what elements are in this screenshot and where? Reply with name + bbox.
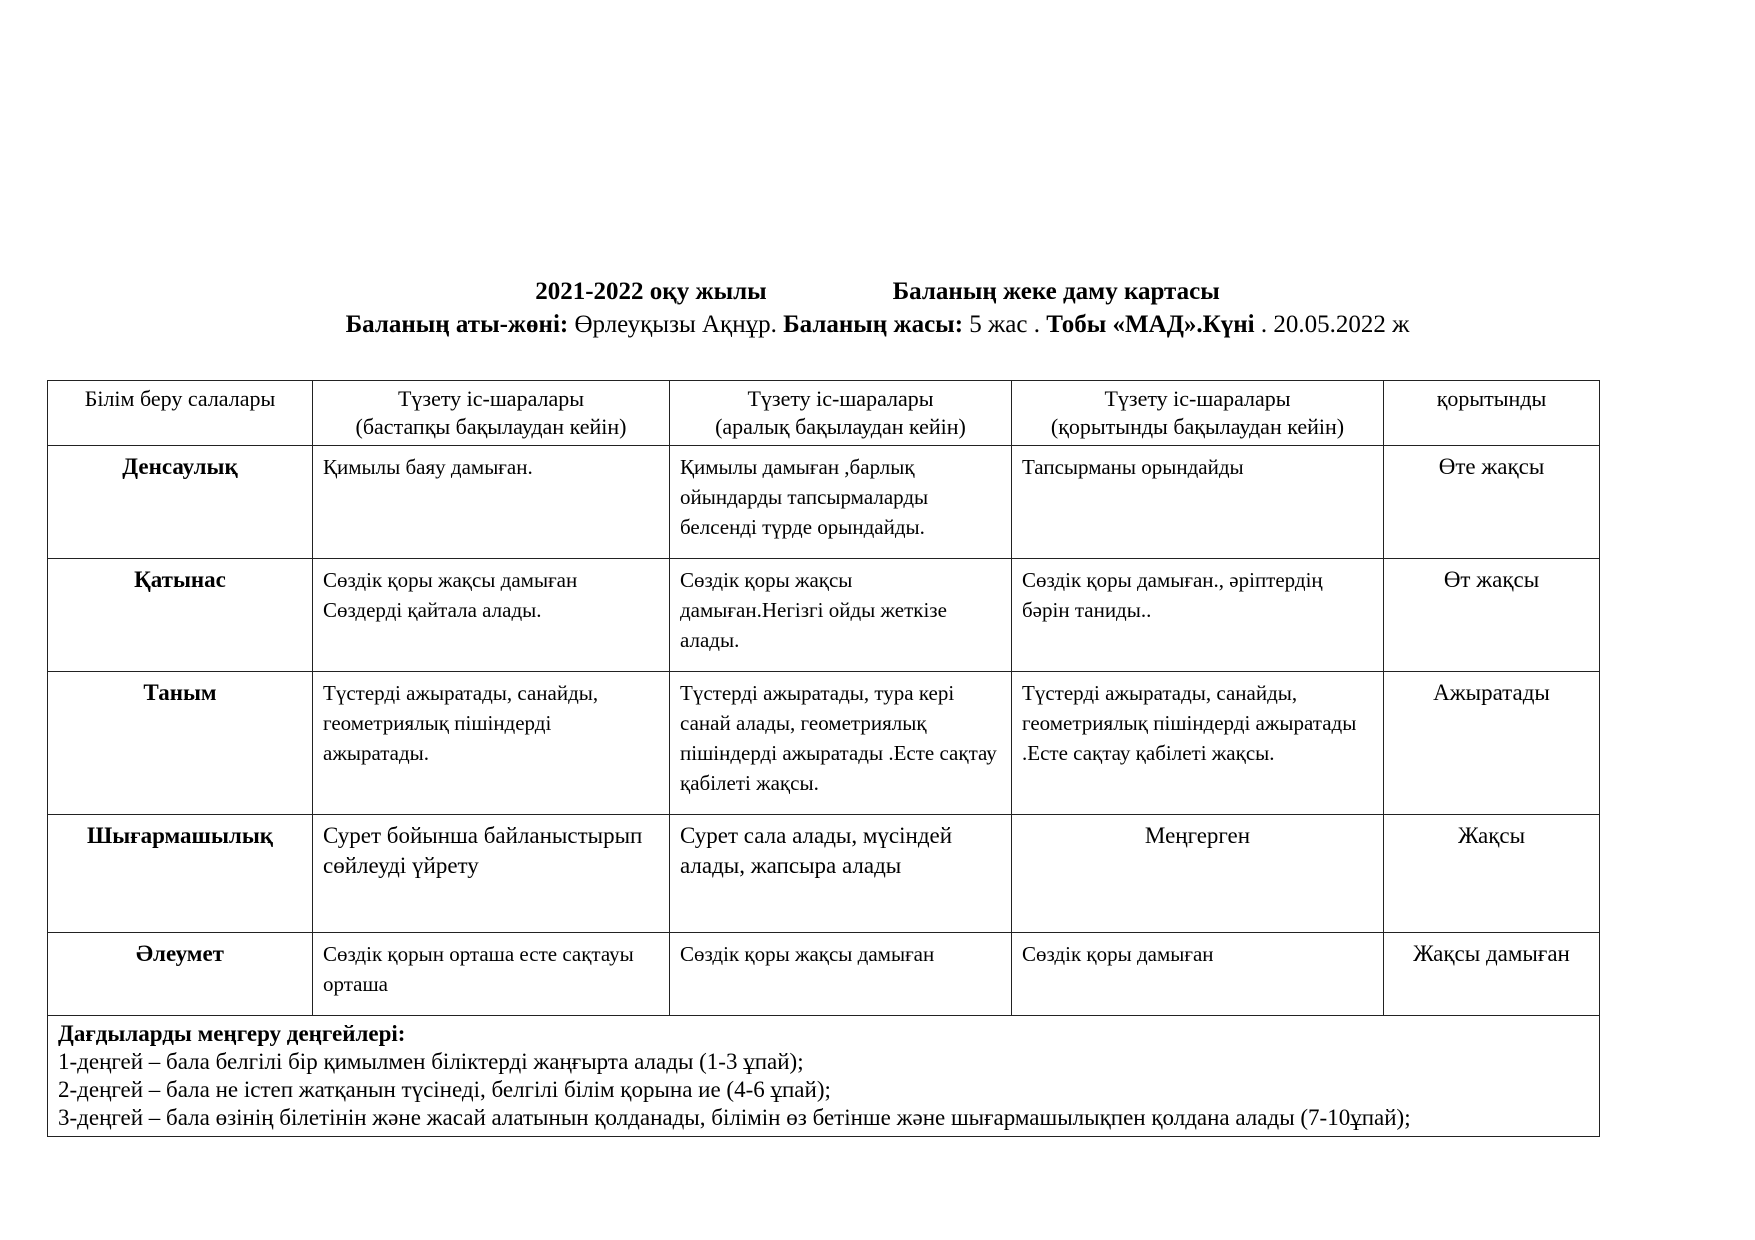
result-cell: Өте жақсы — [1384, 446, 1600, 559]
academic-year: 2021-2022 оқу жылы — [535, 278, 767, 305]
name-label: Баланың аты-жөні: — [345, 311, 569, 338]
group-label: Тобы «МАД».Күні — [1046, 311, 1255, 338]
age-value: 5 жас . — [969, 311, 1040, 338]
card-title: Баланың жеке даму картасы — [892, 278, 1220, 305]
table-header-row — [48, 381, 1600, 446]
table-row — [48, 933, 1600, 1016]
table-row — [48, 815, 1600, 933]
final-cell: Тапсырманы орындайды — [1012, 446, 1384, 559]
column-header-result: қорытынды — [1384, 381, 1600, 446]
result-cell: Ажыратады — [1384, 672, 1600, 815]
level-item: 1-деңгей – бала белгілі бір қимылмен біліктерді жаңғырта алады (1-3 ұпай); — [58, 1049, 804, 1074]
result-cell: Өт жақсы — [1384, 559, 1600, 672]
column-header-final: Түзету іс-шаралары (қорытынды бақылаудан кейін) — [1012, 381, 1384, 446]
area-cell: Шығармашылық — [48, 815, 313, 933]
result-cell: Жақсы — [1384, 815, 1600, 933]
levels-cell — [48, 1016, 1600, 1137]
initial-cell: Сурет бойынша байланыстырып сөйлеуді үйрету — [313, 815, 670, 933]
final-cell: Меңгерген — [1012, 815, 1384, 933]
middle-cell: Сөздік қоры жақсы дамыған.Негізгі ойды жеткізе алады. — [670, 559, 1012, 672]
column-header-areas: Білім беру салалары — [48, 381, 313, 446]
initial-cell: Түстерді ажыратады, санайды, геометриялық пішіндерді ажыратады. — [313, 672, 670, 815]
table-row — [48, 672, 1600, 815]
result-cell: Жақсы дамыған — [1384, 933, 1600, 1016]
final-cell: Түстерді ажыратады, санайды, геометриялық пішіндерді ажыратады .Есте сақтау қабілеті жақсы. — [1012, 672, 1384, 815]
middle-cell: Сурет сала алады, мүсіндей алады, жапсыра алады — [670, 815, 1012, 933]
date-value: . 20.05.2022 ж — [1260, 311, 1410, 338]
column-header-initial: Түзету іс-шаралары (бастапқы бақылаудан кейін) — [313, 381, 670, 446]
initial-cell: Қимылы баяу дамыған. — [313, 446, 670, 559]
initial-cell: Сөздік қорын орташа есте сақтауы орташа — [313, 933, 670, 1016]
area-cell: Таным — [48, 672, 313, 815]
level-item: 3-деңгей – бала өзінің білетінін және жасай алатынын қолданады, білімін өз бетінше және шығармашылықпен қолдана алады (7-10ұпай); — [58, 1105, 1411, 1130]
middle-cell: Түстерді ажыратады, тура кері санай алады, геометриялық пішіндерді ажыратады .Есте сақтау қабілеті жақсы. — [670, 672, 1012, 815]
name-value: Өрлеуқызы Ақнұр. — [574, 311, 777, 338]
levels-row — [48, 1016, 1600, 1137]
area-cell: Денсаулық — [48, 446, 313, 559]
column-header-middle: Түзету іс-шаралары (аралық бақылаудан кейін) — [670, 381, 1012, 446]
level-item: 2-деңгей – бала не істеп жатқанын түсінеді, белгілі білім қорына ие (4-6 ұпай); — [58, 1077, 831, 1102]
development-card-table — [47, 380, 1600, 1137]
middle-cell: Сөздік қоры жақсы дамыған — [670, 933, 1012, 1016]
age-label: Баланың жасы: — [783, 311, 964, 338]
area-cell: Қатынас — [48, 559, 313, 672]
levels-heading: Дағдыларды меңгеру деңгейлері: — [58, 1021, 406, 1046]
final-cell: Сөздік қоры дамыған — [1012, 933, 1384, 1016]
table-row — [48, 559, 1600, 672]
child-info-line — [0, 311, 1755, 339]
final-cell: Сөздік қоры дамыған., әріптердің бәрін таниды.. — [1012, 559, 1384, 672]
initial-cell: Сөздік қоры жақсы дамыған Сөздерді қайтала алады. — [313, 559, 670, 672]
document-title-line — [0, 278, 1755, 306]
area-cell: Әлеумет — [48, 933, 313, 1016]
table-row — [48, 446, 1600, 559]
middle-cell: Қимылы дамыған ,барлық ойындарды тапсырмаларды белсенді түрде орындайды. — [670, 446, 1012, 559]
